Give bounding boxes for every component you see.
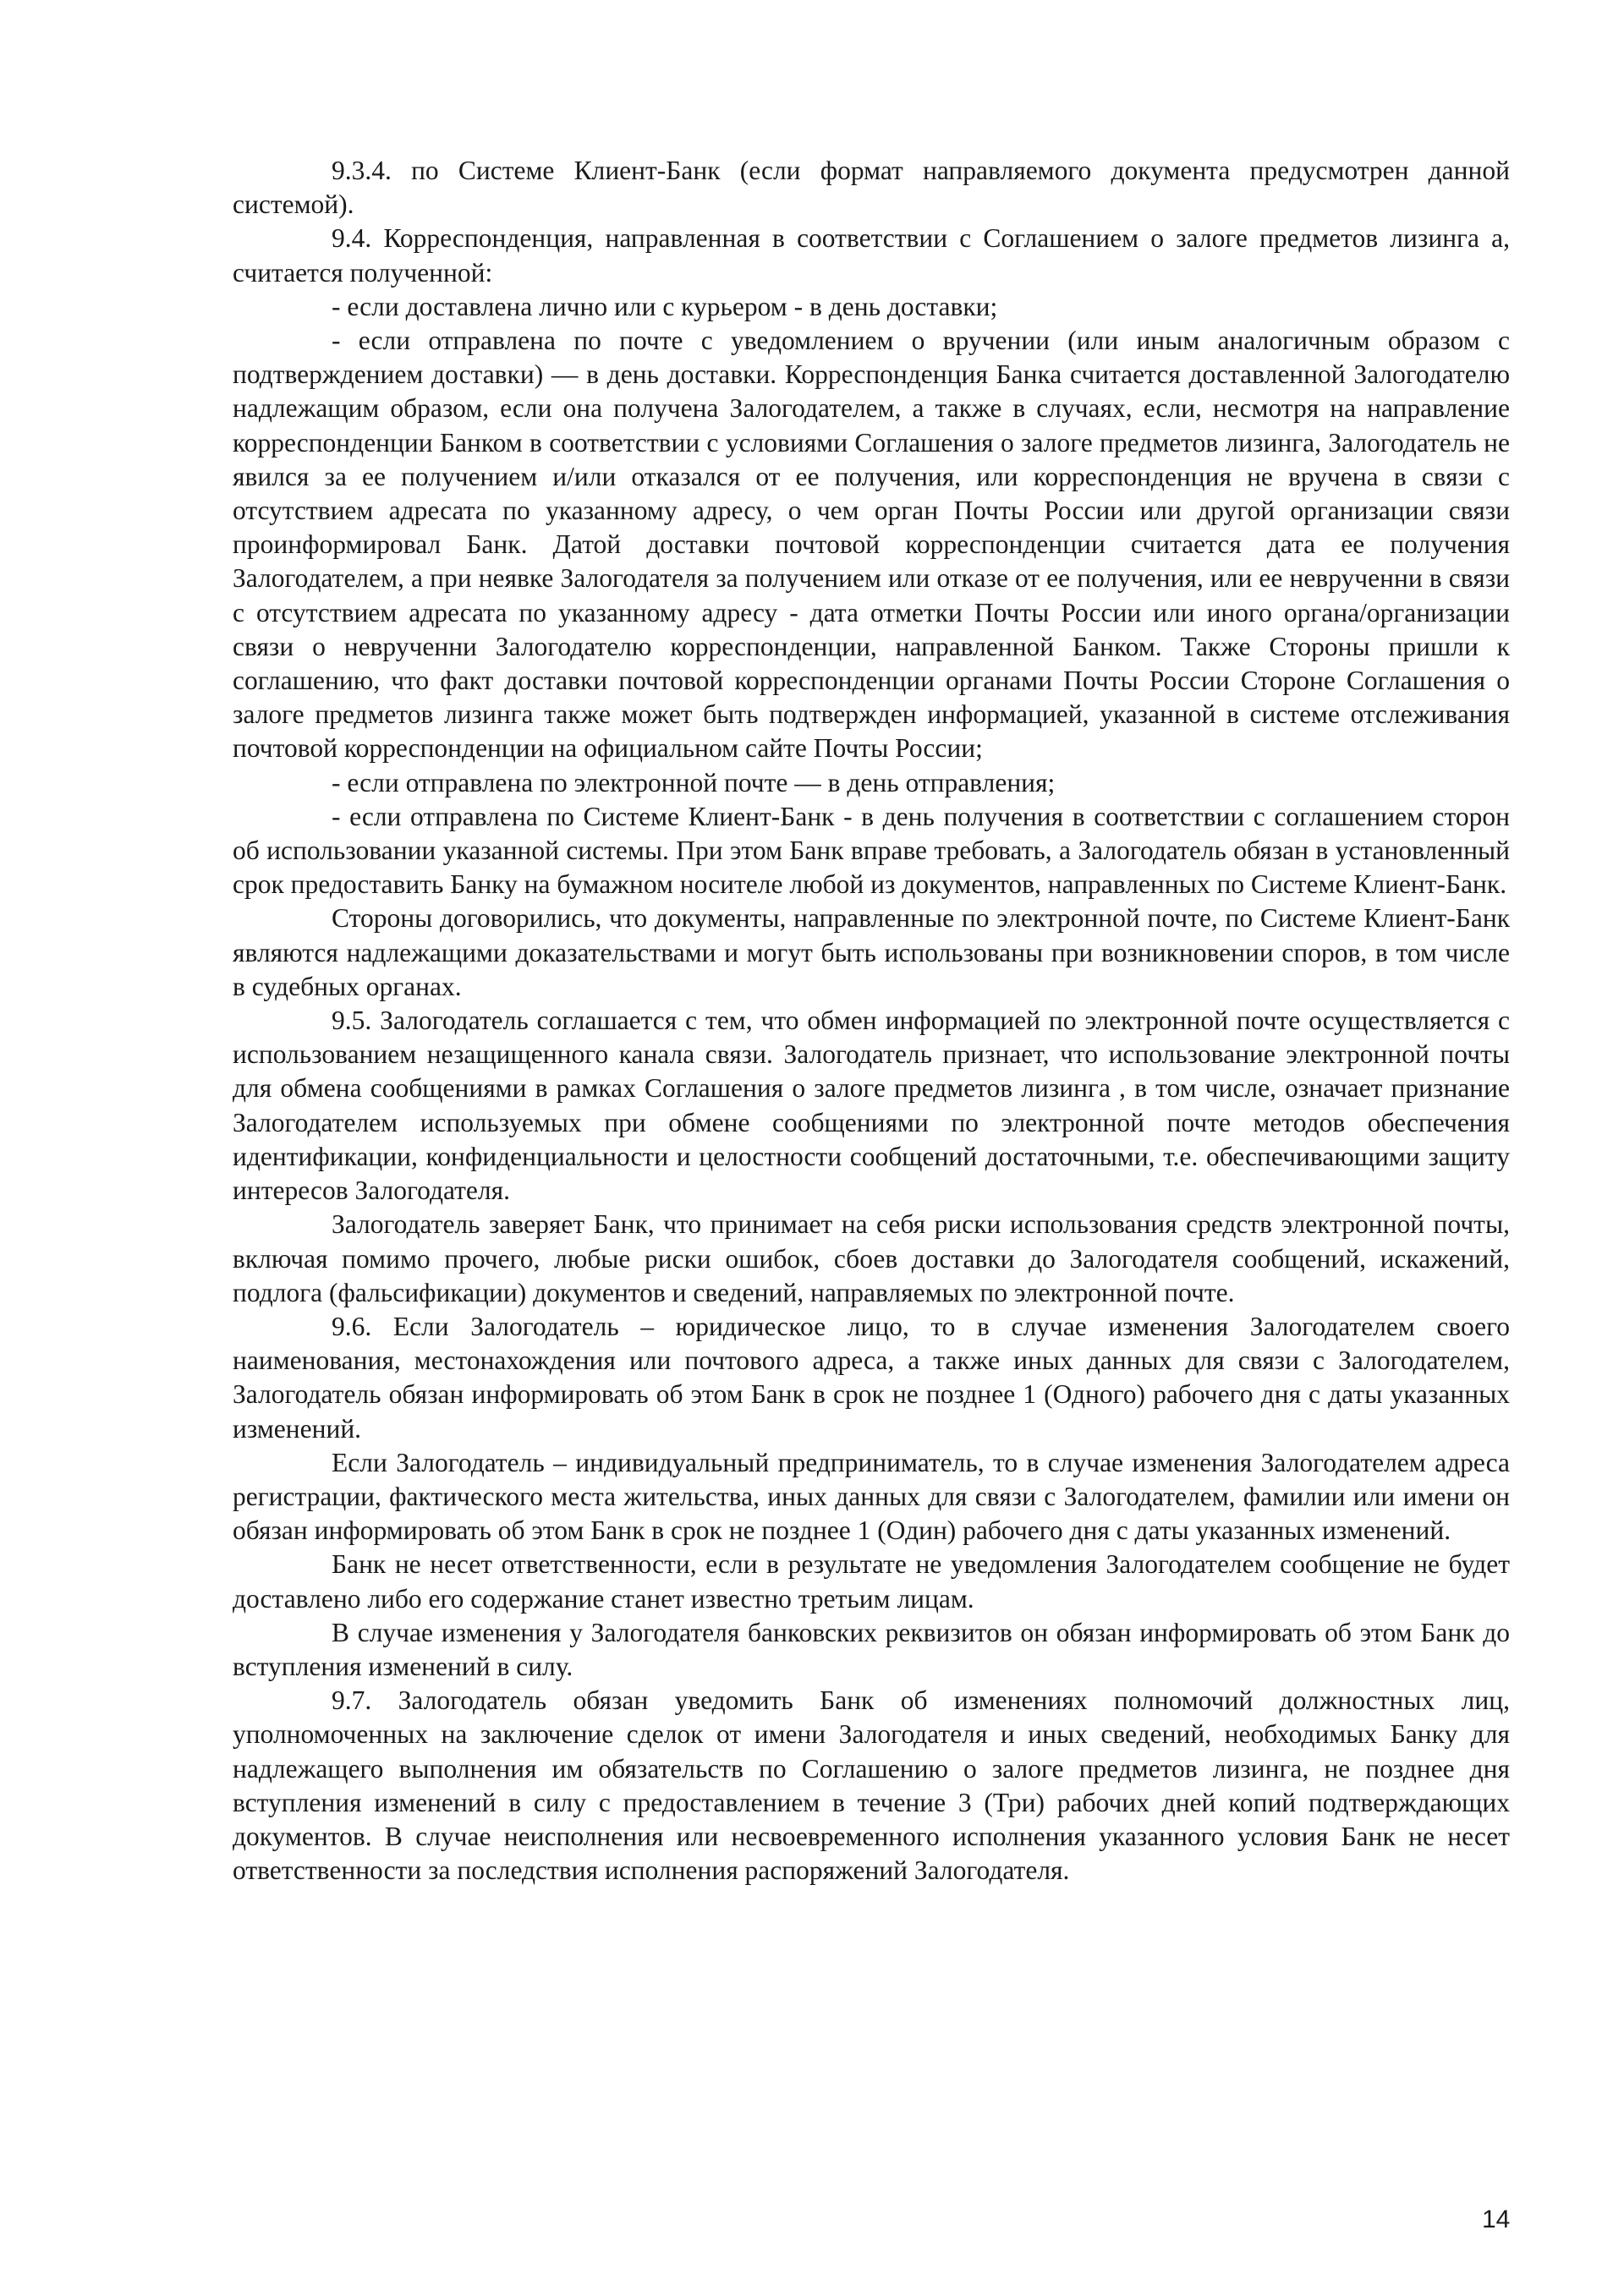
document-body <box>233 154 1510 1888</box>
page-number: 14 <box>1482 2206 1511 2233</box>
paragraph-9-5: 9.5. Залогодатель соглашается с тем, что обмен информацией по электронной почте осуществляется с использованием незащищенного канала связи. Залогодатель признает, что использование электронной почты для обмена сообщениями в рамках Соглашения о залоге предметов лизинга , в том числе, означает признание Залогодателем используемых при обмене сообщениями по электронной почте методов обеспечения идентификации, конфиденциальности и целостности сообщений достаточными, т.е. обеспечивающими защиту интересов Залогодателя. <box>233 1006 1510 1206</box>
paragraph-risks: Залогодатель заверяет Банк, что принимает на себя риски использования средств электронной почты, включая помимо прочего, любые риски ошибок, сбоев доставки до Залогодателя сообщений, искажений, подлога (фальсификации) документов и сведений, направляемых по электронной почте. <box>233 1209 1510 1307</box>
paragraph-evidence: Стороны договорились, что документы, направленные по электронной почте, по Системе Клиент-Банк являются надлежащими доказательствами и могут быть использованы при возникновении споров, в том числе в судебных органах. <box>233 903 1510 1001</box>
paragraph-9-6: 9.6. Если Залогодатель – юридическое лицо, то в случае изменения Залогодателем своего наименования, местонахождения или почтового адреса, а также иных данных для связи с Залогодателем, Залогодатель обязан информировать об этом Банк в срок не позднее 1 (Одного) рабочего дня с даты указанных изменений. <box>233 1311 1510 1444</box>
paragraph-liability: Банк не несет ответственности, если в результате не уведомления Залогодателем сообщение не будет доставлено либо его содержание станет известно третьим лицам. <box>233 1549 1510 1614</box>
list-item-email: - если отправлена по электронной почте — в день отправления; <box>332 767 1056 797</box>
paragraph-bank-details: В случае изменения у Залогодателя банковских реквизитов он обязан информировать об этом Банк до вступления изменений в силу. <box>233 1617 1510 1681</box>
paragraph-9-4: 9.4. Корреспонденция, направленная в соответствии с Соглашением о залоге предметов лизинга а, считается полученной: <box>233 223 1510 288</box>
paragraph-entrepreneur: Если Залогодатель – индивидуальный предприниматель, то в случае изменения Залогодателем адреса регистрации, фактического места жительства, иных данных для связи с Залогодателем, фамилии или имени он обязан информировать об этом Банк в срок не позднее 1 (Один) рабочего дня с даты указанных изменений. <box>233 1447 1510 1546</box>
list-item-courier: - если доставлена лично или с курьером - в день доставки; <box>332 291 998 321</box>
list-item-post: - если отправлена по почте с уведомлением о вручении (или иным аналогичным образом с подтверждением доставки) — в день доставки. Корреспонденция Банка считается доставленной Залогодателю надлежащим образом, если она получена Залогодателем, а также в случаях, если, несмотря на направление корреспонденции Банком в соответствии с условиями Соглашения о залоге предметов лизинга, Залогодатель не явился за ее получением и/или отказался от ее получения, или корреспонденция не вручена в связи с отсутствием адресата по указанному адресу, о чем орган Почты России или другой организации связи проинформировал Банк. Датой доставки почтовой корреспонденции считается дата ее получения Залогодателем, а при неявке Залогодателя за получением или отказе от ее получения, или ее неврученни в связи с отсутствием адресата по указанному адресу - дата отметки Почты России или иного органа/организации связи о неврученни Залогодателю корреспонденции, направленной Банком. Также Стороны пришли к соглашению, что факт доставки почтовой корреспонденции органами Почты России Стороне Соглашения о залоге предметов лизинга также может быть подтвержден информацией, указанной в системе отслеживания почтовой корреспонденции на официальном сайте Почты России; <box>233 326 1510 764</box>
paragraph-9-3-4: 9.3.4. по Системе Клиент-Банк (если формат направляемого документа предусмотрен данной системой). <box>233 156 1510 220</box>
paragraph-9-7: 9.7. Залогодатель обязан уведомить Банк об изменениях полномочий должностных лиц, уполномоченных на заключение сделок от имени Залогодателя и иных сведений, необходимых Банку для надлежащего выполнения им обязательств по Соглашению о залоге предметов лизинга, не позднее дня вступления изменений в силу с предоставлением в течение 3 (Три) рабочих дней копий подтверждающих документов. В случае неисполнения или несвоевременного исполнения указанного условия Банк не несет ответственности за последствия исполнения распоряжений Залогодателя. <box>233 1685 1510 1886</box>
list-item-client-bank: - если отправлена по Системе Клиент-Банк - в день получения в соответствии с соглашением сторон об использовании указанной системы. При этом Банк вправе требовать, а Залогодатель обязан в установленный срок предоставить Банку на бумажном носителе любой из документов, направленных по Системе Клиент-Банк. <box>233 801 1510 900</box>
